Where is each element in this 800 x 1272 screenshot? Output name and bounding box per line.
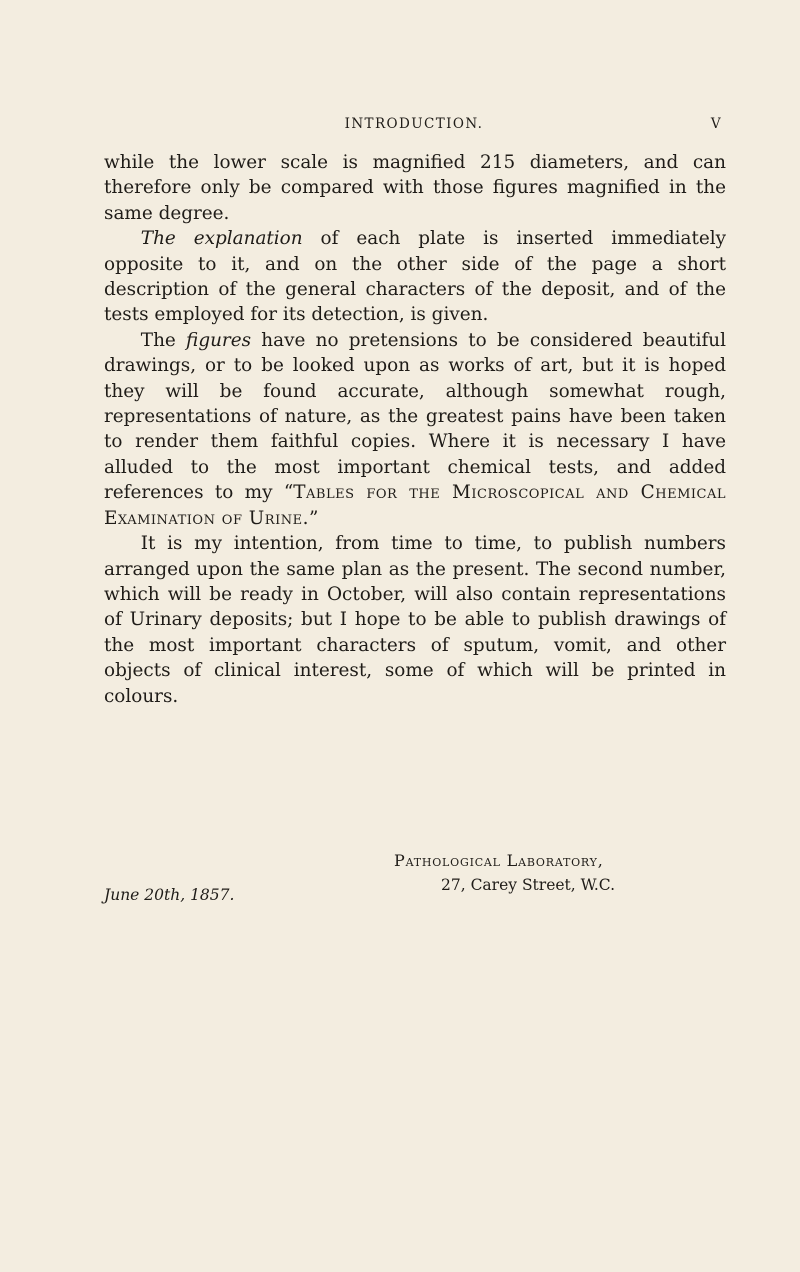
body-text bbox=[104, 150, 726, 709]
running-head bbox=[104, 116, 724, 138]
paragraph-4: It is my intention, from time to time, to publish numbers arranged upon the same plan as the present. The second number, which will be ready in October, will also contain representations of Urinary deposits; but I hope to be able to publish drawings of the most important characters of sputum, vomit, and other objects of clinical interest, some of which will be printed in colours. bbox=[104, 533, 726, 707]
paragraph-3-text: have no pretensions to be considered beautiful drawings, or to be looked upon as works of art, but it is hoped they will be found accurate, although somewhat rough, representations of nature, as the greatest pains have been taken to render them faithful copies. Where it is necessary I have alluded to the most important chemical tests, and added references to my “ bbox=[104, 329, 727, 504]
street-address: 27, Carey Street, W.C. bbox=[441, 876, 616, 894]
paragraph-2-text: of each plate is inserted immediately opposite to it, and on the other side of the page a short description of the general characters of the deposit, and of the tests employed for its detection, is given. bbox=[104, 228, 726, 326]
page-number: V bbox=[710, 116, 722, 132]
date-text: June 20th, 1857. bbox=[104, 886, 235, 904]
figures-italic: figures bbox=[186, 329, 252, 351]
date-line bbox=[104, 886, 234, 904]
paragraph-2 bbox=[104, 226, 726, 328]
paragraph-3-lead: The bbox=[140, 329, 187, 351]
paragraph-3 bbox=[104, 328, 726, 531]
laboratory-name: Pathological Laboratory, bbox=[394, 851, 604, 870]
paragraph-3-end: ” bbox=[308, 507, 319, 529]
explanation-italic: The explanation bbox=[140, 228, 303, 250]
running-title: INTRODUCTION. bbox=[344, 116, 484, 132]
paragraph-1: while the lower scale is magnified 215 diameters, and can therefore only be compared with those figures magnified in the same degree. bbox=[104, 152, 726, 224]
tables-reference: Tables for the Microscopical and Chemical Examination of Urine. bbox=[104, 482, 726, 529]
